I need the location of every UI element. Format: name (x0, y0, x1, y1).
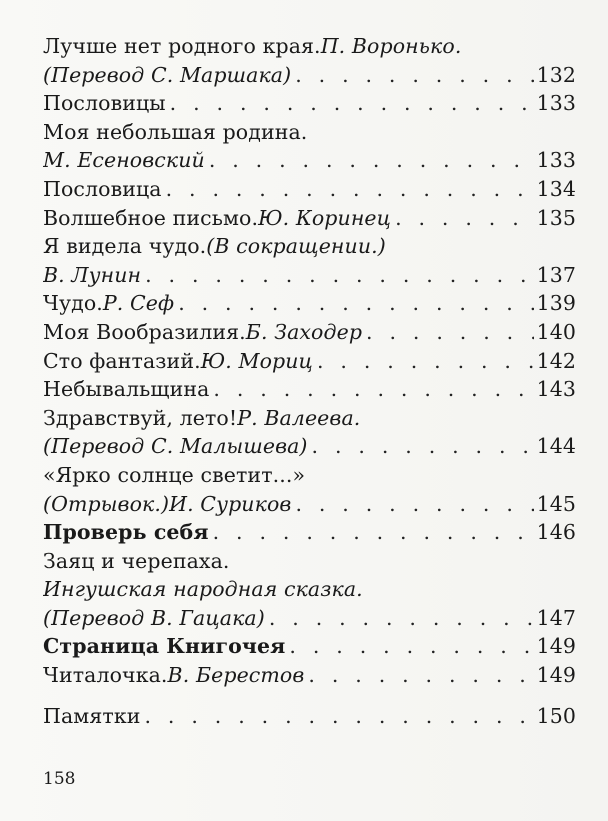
toc-entry-page: 147 (536, 605, 576, 630)
toc-entry-page: 135 (536, 205, 576, 230)
toc-entry-page: 145 (536, 491, 576, 516)
toc-entry (43, 291, 576, 320)
toc-entry-author: В. Берестов (167, 663, 305, 688)
toc-entry-title: Читалочка. (43, 663, 168, 688)
toc-entry-page: 133 (536, 148, 576, 173)
toc-entry-title: Здравствуй, лето! (43, 405, 238, 430)
spacer (43, 692, 576, 704)
toc-entry (43, 377, 576, 406)
toc-entry (43, 177, 576, 206)
leader-dots (145, 263, 533, 287)
toc-entry (43, 704, 576, 733)
toc-entry-author: Б. Заходер (245, 319, 363, 344)
leader-dots (308, 663, 533, 687)
toc-entry-title: Пословицы (43, 91, 166, 116)
toc-entry-title: Моя Вообразилия. (43, 319, 246, 344)
toc-entry-page: 146 (536, 520, 576, 545)
toc-entry (43, 234, 576, 263)
toc-entry-author: Р. Валеева. (237, 405, 361, 430)
toc-entry-author: П. Воронько. (320, 34, 462, 58)
toc-entry-page: 144 (536, 434, 576, 459)
toc-entry (43, 63, 576, 92)
toc-entry (43, 577, 576, 606)
toc-entry-title: «Ярко солнце светит...» (43, 462, 306, 487)
toc-entry-note: (В сокращении.) (206, 234, 386, 259)
toc-entry-page: 149 (536, 663, 576, 688)
leader-dots (366, 320, 534, 344)
toc-entry (43, 663, 576, 692)
toc-entry (43, 206, 576, 235)
toc-entry (43, 320, 576, 349)
leader-dots (289, 634, 533, 658)
leader-dots (312, 434, 534, 458)
toc-entry-author: М. Есеновский (43, 148, 205, 173)
toc-entry (43, 148, 576, 177)
toc-entry-page: 143 (536, 377, 576, 402)
toc-entry (43, 434, 576, 463)
toc-entry-title: Памятки (43, 703, 141, 728)
toc-entry-page: 133 (536, 91, 576, 116)
toc-entry-title: Моя небольшая родина. (43, 119, 308, 144)
table-of-contents (43, 34, 576, 732)
toc-entry-title: Лучше нет родного края. (43, 34, 321, 58)
toc-section (43, 634, 576, 663)
toc-entry-translation: (Перевод С. Малышева) (43, 434, 308, 459)
toc-entry (43, 606, 576, 635)
toc-entry (43, 120, 576, 149)
page-number: 158 (43, 769, 76, 789)
toc-entry (43, 34, 576, 63)
toc-entry-page: 132 (536, 62, 576, 87)
leader-dots (170, 91, 534, 115)
toc-entry (43, 492, 576, 521)
leader-dots (269, 606, 534, 630)
toc-entry-author: Ю. Коринец (258, 205, 392, 230)
toc-entry-page: 137 (536, 262, 576, 287)
toc-entry-page: 142 (536, 348, 576, 373)
toc-entry-title: Волшебное письмо. (43, 205, 259, 230)
toc-entry-title: Чудо. (43, 291, 103, 316)
toc-entry (43, 463, 576, 492)
toc-entry-page: 150 (536, 703, 576, 728)
toc-section-title: Проверь себя (43, 520, 209, 545)
toc-entry-page: 140 (536, 319, 576, 344)
toc-entry-title: Заяц и черепаха. (43, 548, 230, 573)
leader-dots (317, 349, 534, 373)
toc-entry-author: В. Лунин (43, 262, 142, 287)
toc-entry-page: 149 (536, 634, 576, 659)
toc-entry-author: Р. Сеф (102, 291, 175, 316)
toc-entry (43, 549, 576, 578)
toc-entry-note: (Отрывок.) (43, 491, 170, 516)
leader-dots (395, 206, 534, 230)
toc-entry-translation: (Перевод В. Гацака) (43, 605, 265, 630)
toc-section-title: Страница Книгочея (43, 634, 286, 659)
toc-entry-title: Небывальщина (43, 377, 210, 402)
toc-section (43, 520, 576, 549)
leader-dots (213, 520, 534, 544)
toc-entry-title: Сто фантазий. (43, 348, 201, 373)
leader-dots (178, 291, 533, 315)
toc-entry-author: Ю. Мориц (200, 348, 313, 373)
leader-dots (213, 377, 533, 401)
toc-entry (43, 263, 576, 292)
toc-entry (43, 91, 576, 120)
leader-dots (145, 704, 534, 728)
toc-entry (43, 406, 576, 435)
toc-entry-author: Ингушская народная сказка. (43, 577, 363, 602)
toc-entry-page: 134 (536, 176, 576, 201)
toc-entry-title: Пословица (43, 176, 162, 201)
toc-entry (43, 349, 576, 378)
toc-entry-author: И. Суриков (169, 491, 292, 516)
leader-dots (295, 492, 533, 516)
leader-dots (166, 177, 534, 201)
toc-entry-translation: (Перевод С. Маршака) (43, 62, 292, 87)
toc-entry-page: 139 (536, 291, 576, 316)
leader-dots (209, 148, 534, 172)
leader-dots (295, 63, 533, 87)
toc-entry-title: Я видела чудо. (43, 234, 207, 259)
